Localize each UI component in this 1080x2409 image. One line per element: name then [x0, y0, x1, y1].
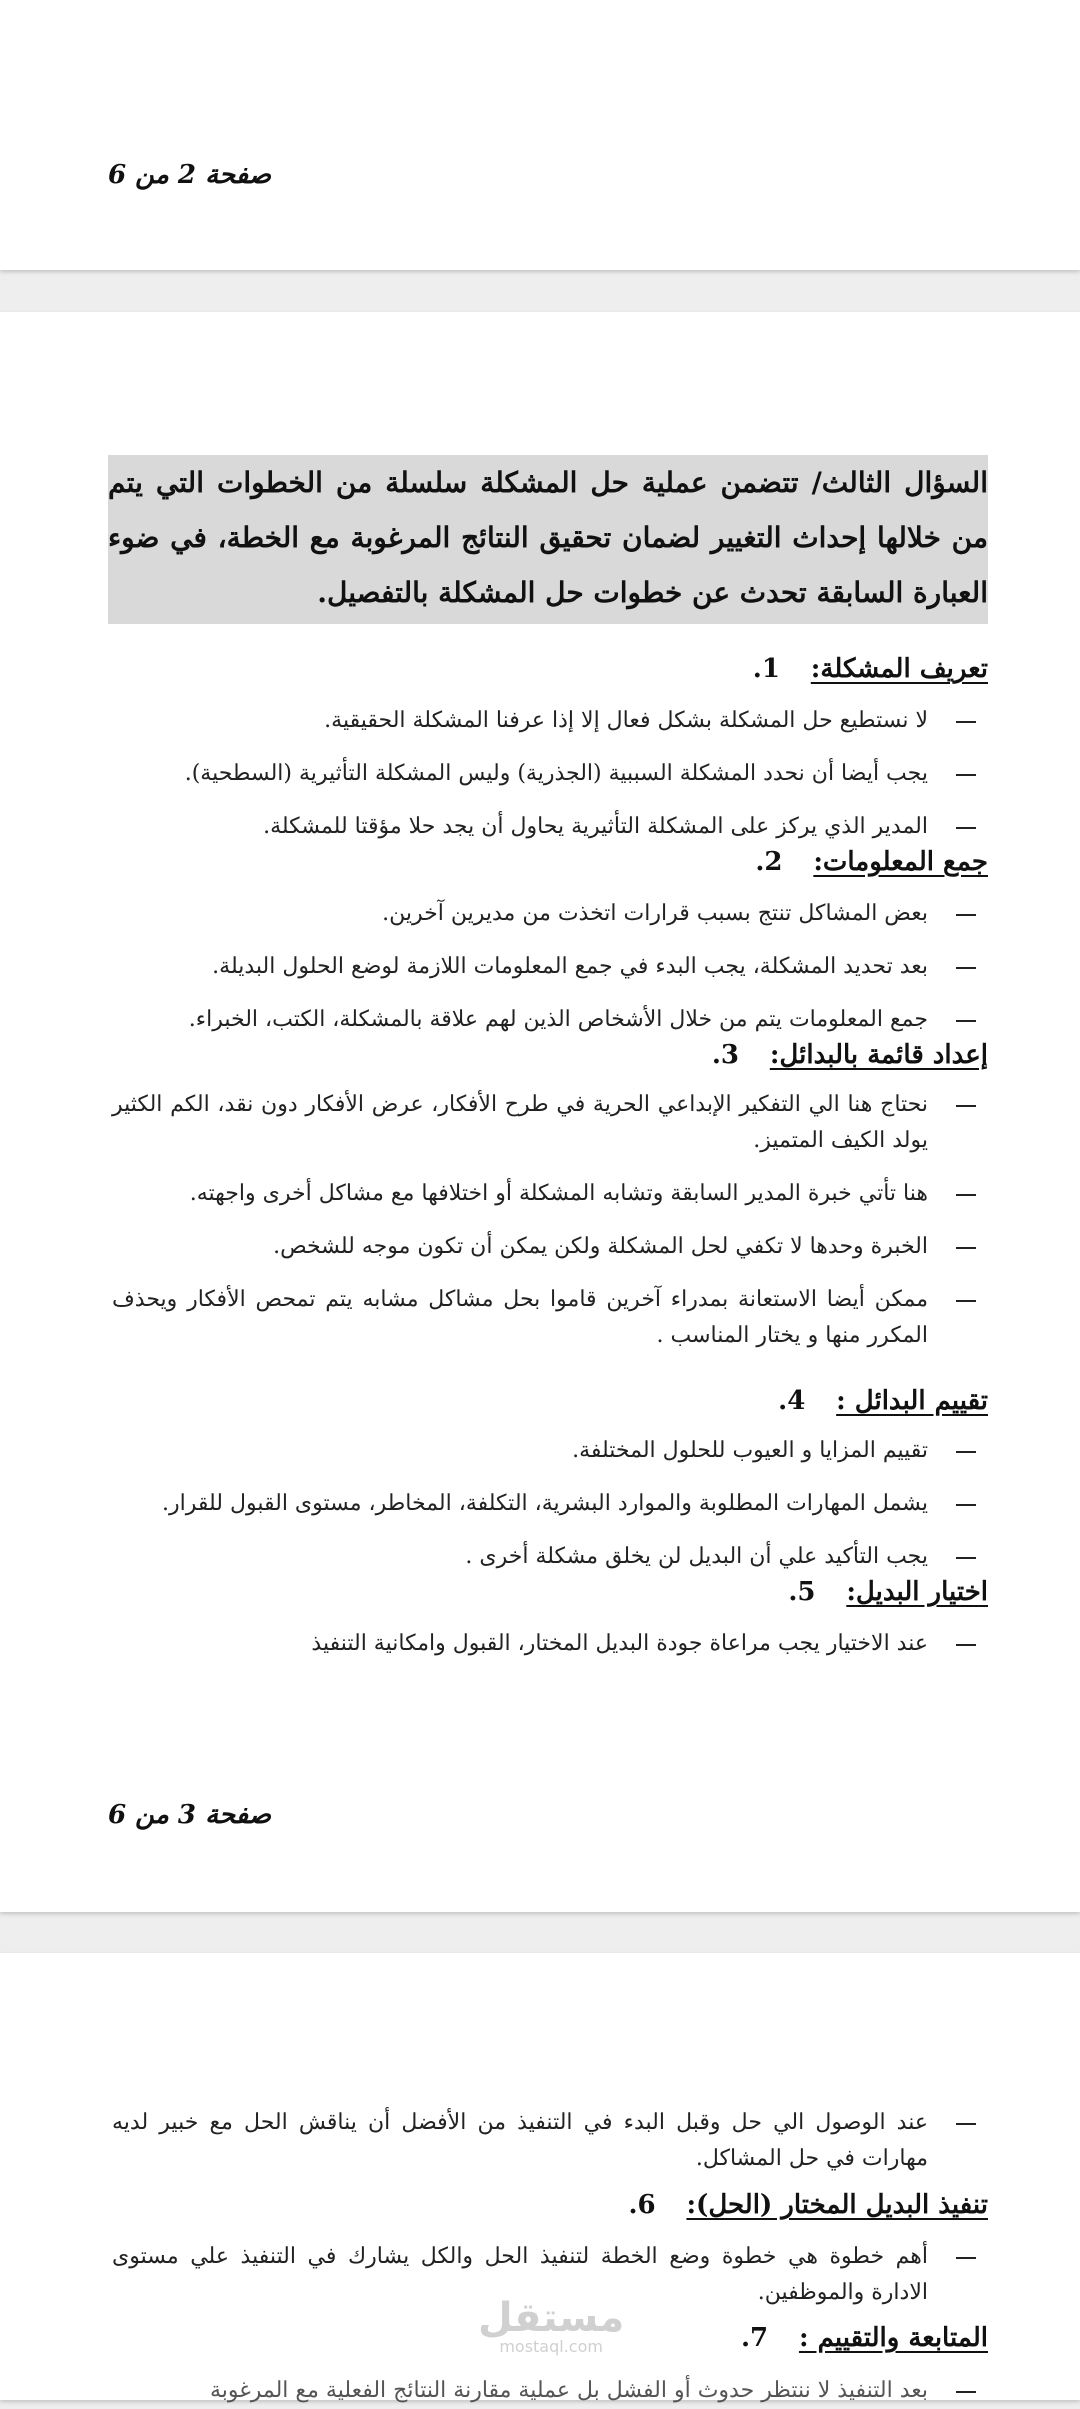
- bullet-item: يشمل المهارات المطلوبة والموارد البشرية، التكلفة، المخاطر، مستوى القبول للقرار.: [162, 1486, 928, 1522]
- section-title: تنفيذ البديل المختار (الحل):: [686, 2190, 988, 2220]
- section-number: 2.: [755, 847, 783, 877]
- section-heading-6: [628, 2190, 988, 2220]
- section-heading-7: [741, 2323, 988, 2353]
- page-3: [0, 312, 1080, 1912]
- section-number: 4.: [778, 1386, 806, 1416]
- bullet-item: لا نستطيع حل المشكلة بشكل فعال إلا إذا عرفنا المشكلة الحقيقية.: [324, 703, 928, 739]
- bullet-item: هنا تأتي خبرة المدير السابقة وتشابه المشكلة أو اختلافها مع مشاكل أخرى واجهته.: [190, 1176, 928, 1212]
- section-heading-4: [778, 1386, 988, 1416]
- section-number: 6.: [628, 2190, 656, 2220]
- section-title: تعريف المشكلة:: [810, 654, 988, 684]
- bullet-item: يجب أيضا أن نحدد المشكلة السببية (الجذرية) وليس المشكلة التأثيرية (السطحية).: [185, 756, 928, 792]
- section-heading-5: [788, 1577, 988, 1607]
- bullet-item: الخبرة وحدها لا تكفي لحل المشكلة ولكن يمكن أن تكون موجه للشخص.: [273, 1229, 928, 1265]
- page-2: [0, 0, 1080, 270]
- bullet-item: أهم خطوة هي خطوة وضع الخطة لتنفيذ الحل والكل يشارك في التنفيذ علي مستوى الادارة والموظفين.: [112, 2239, 928, 2311]
- bullet-item: بعد التنفيذ لا ننتظر حدوث أو الفشل بل عملية مقارنة النتائج الفعلية مع المرغوبة: [112, 2373, 928, 2409]
- bullet-item: بعد تحديد المشكلة، يجب البدء في جمع المعلومات اللازمة لوضع الحلول البديلة.: [212, 949, 928, 985]
- watermark-latin: mostaql.com: [499, 2337, 603, 2356]
- section-title: اختيار البديل:: [846, 1577, 988, 1607]
- section-title: المتابعة والتقييم :: [798, 2323, 988, 2353]
- bullet-item: يجب التأكيد علي أن البديل لن يخلق مشكلة أخرى .: [465, 1539, 928, 1575]
- section-number: 7.: [740, 2323, 769, 2353]
- section-number: 3.: [711, 1040, 739, 1070]
- mostaql-watermark-logo: [478, 2295, 624, 2356]
- bullet-item: بعض المشاكل تنتج بسبب قرارات اتخذت من مديرين آخرين.: [382, 896, 928, 932]
- page-number-footer: صفحة 2 من 6: [108, 160, 272, 190]
- bullet-item: تقييم المزايا و العيوب للحلول المختلفة.: [572, 1433, 928, 1469]
- page-number-footer: صفحة 3 من 6: [108, 1800, 272, 1830]
- bullet-item: نحتاج هنا الي التفكير الإبداعي الحرية في طرح الأفكار، عرض الأفكار دون نقد، الكم الكثير يولد الكيف المتميز.: [112, 1087, 928, 1159]
- watermark-arabic: مستقل: [478, 2295, 625, 2341]
- section-heading-3: [712, 1040, 988, 1070]
- bullet-item: عند الاختيار يجب مراعاة جودة البديل المختار، القبول وامكانية التنفيذ: [311, 1626, 928, 1662]
- bullet-item: جمع المعلومات يتم من خلال الأشخاص الذين لهم علاقة بالمشكلة، الكتب، الخبراء.: [189, 1002, 928, 1038]
- section-title: تقييم البدائل :: [836, 1386, 988, 1416]
- bullet-item: عند الوصول الي حل وقبل البدء في التنفيذ من الأفضل أن يناقش الحل مع خبير لديه مهارات في حل المشاكل.: [112, 2105, 928, 2177]
- bullet-item: ممكن أيضا الاستعانة بمدراء آخرين قاموا بحل مشاكل مشابه يتم تمحص الأفكار ويحذف المكرر منها و يختار المناسب .: [112, 1282, 928, 1354]
- section-title: إعداد قائمة بالبدائل:: [769, 1040, 988, 1070]
- section-heading-2: [755, 847, 988, 877]
- bullet-item: المدير الذي يركز على المشكلة التأثيرية يحاول أن يجد حلا مؤقتا للمشكلة.: [263, 809, 928, 845]
- section-number: 1.: [752, 654, 780, 684]
- section-heading-1: [753, 654, 988, 684]
- section-title: جمع المعلومات:: [813, 847, 988, 877]
- section-number: 5.: [788, 1577, 816, 1607]
- question-box: السؤال الثالث/ تتضمن عملية حل المشكلة سلسلة من الخطوات التي يتم من خلالها إحداث التغيير لضمان تحقيق النتائج المرغوبة مع الخطة، في ضوء العبارة السابقة تحدث عن خطوات حل المشكلة بالتفصيل.: [108, 455, 988, 624]
